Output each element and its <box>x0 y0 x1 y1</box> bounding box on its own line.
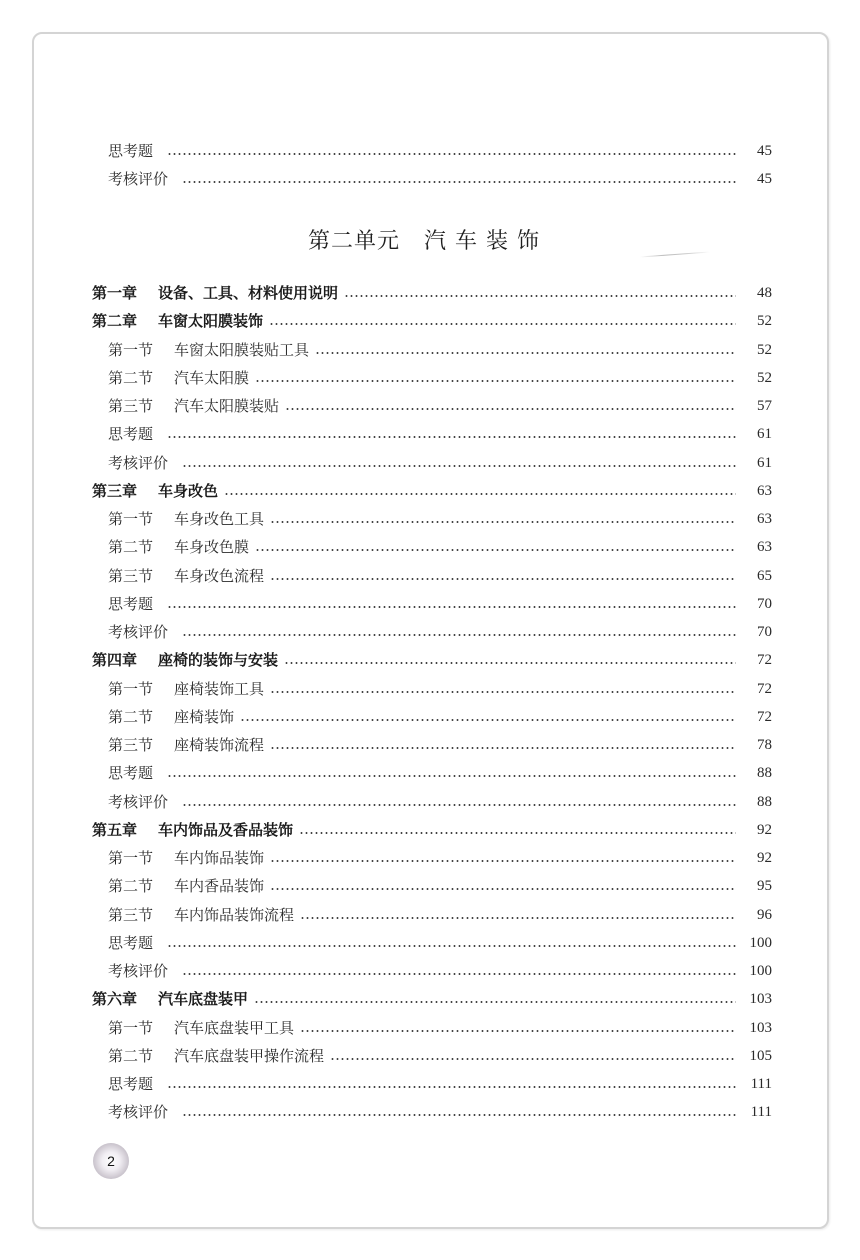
toc-entry-title <box>92 818 293 842</box>
toc-entry-title <box>108 620 168 644</box>
toc-entry-title <box>92 281 338 305</box>
dot-leader <box>224 493 736 495</box>
toc-entry-number: 第四章 <box>92 651 138 670</box>
toc-page-number: 61 <box>757 426 772 443</box>
toc-section-row[interactable] <box>0 1044 860 1068</box>
toc-page-number: 105 <box>749 1047 772 1064</box>
toc-entry-label: 考核评价 <box>108 962 169 980</box>
dot-leader <box>167 775 736 777</box>
dot-leader <box>315 352 736 354</box>
toc-entry-number: 第一节 <box>108 679 154 698</box>
dot-leader <box>182 465 736 467</box>
toc-entry-title <box>108 535 249 559</box>
dot-leader <box>284 662 736 664</box>
toc-entry-title <box>108 394 279 418</box>
toc-section-row[interactable] <box>0 903 860 927</box>
toc-entry-label: 座椅装饰工具 <box>174 679 265 698</box>
toc-entry-title <box>108 1044 324 1068</box>
toc-entry-number: 第二节 <box>108 877 154 896</box>
toc-entry-title <box>108 564 264 588</box>
toc-page-number: 88 <box>757 765 772 782</box>
toc-entry-label: 汽车太阳膜 <box>174 368 250 387</box>
toc-page-number: 111 <box>750 1104 772 1121</box>
toc-page-number: 48 <box>757 285 772 301</box>
toc-section-row[interactable] <box>0 394 860 418</box>
toc-entry-title <box>92 309 263 333</box>
unit-title: 第二单元 汽 车 装 饰 <box>308 229 540 254</box>
toc-item-row[interactable] <box>0 422 860 446</box>
dot-leader <box>270 578 736 580</box>
toc-entry-label: 思考题 <box>108 142 154 160</box>
toc-page-number: 100 <box>749 934 772 951</box>
dot-leader <box>330 1058 736 1060</box>
toc-item-row[interactable] <box>0 620 860 644</box>
toc-entry-label: 座椅的装饰与安装 <box>158 651 279 670</box>
dot-leader <box>167 1086 736 1088</box>
toc-entry-label: 汽车底盘装甲工具 <box>174 1018 295 1037</box>
toc-chapter-row[interactable] <box>0 479 860 503</box>
toc-entry-label: 汽车太阳膜装贴 <box>174 397 280 415</box>
toc-entry-number: 第二节 <box>108 1046 154 1065</box>
toc-entry-title <box>108 1100 168 1124</box>
toc-page-number: 103 <box>749 1019 772 1036</box>
toc-entry-label: 车身改色 <box>158 481 219 500</box>
toc-entry-label: 车身改色膜 <box>174 538 250 557</box>
toc-entry-label: 考核评价 <box>108 792 169 811</box>
toc-section-row[interactable] <box>0 677 860 701</box>
toc-entry-number: 第二节 <box>108 538 154 557</box>
toc-entry-title <box>92 987 248 1011</box>
toc-entry-title <box>108 705 234 729</box>
toc-item-row[interactable] <box>0 592 860 616</box>
dot-leader <box>167 436 736 438</box>
toc-entry-title <box>92 479 218 503</box>
toc-chapter-row[interactable] <box>0 648 860 672</box>
toc-entry-label: 思考题 <box>108 1075 154 1093</box>
toc-entry-title <box>108 507 264 531</box>
dot-leader <box>167 945 736 947</box>
toc-entry-title <box>108 422 153 446</box>
toc-entry-number: 第一节 <box>108 1018 154 1037</box>
toc-entry-label: 车内香品装饰 <box>174 877 265 896</box>
toc-page-number: 72 <box>757 652 772 669</box>
toc-entry-label: 汽车底盘装甲 <box>158 990 249 1009</box>
dot-leader <box>270 888 736 890</box>
dot-leader <box>254 1001 736 1003</box>
dot-leader <box>300 917 736 919</box>
toc-section-row[interactable] <box>0 705 860 729</box>
toc-page-number: 78 <box>757 737 772 753</box>
toc-page-number: 63 <box>757 511 772 527</box>
dot-leader <box>299 832 736 834</box>
toc-entry-number: 第二节 <box>108 368 154 387</box>
toc-chapter-row[interactable] <box>0 818 860 842</box>
dot-leader <box>270 691 736 693</box>
toc-chapter-row[interactable] <box>0 987 860 1011</box>
toc-entry-label: 座椅装饰流程 <box>174 736 265 754</box>
toc-section-row[interactable] <box>0 535 860 559</box>
toc-section-row[interactable] <box>0 366 860 390</box>
toc-entry-title <box>108 733 264 757</box>
toc-entry-title <box>92 648 278 672</box>
toc-page-number: 92 <box>757 850 772 866</box>
toc-section-row[interactable] <box>0 733 860 757</box>
toc-entry-label: 考核评价 <box>108 170 169 188</box>
toc-page-number: 45 <box>757 143 772 159</box>
toc-page-number: 57 <box>757 398 772 414</box>
toc-entry-title <box>108 451 168 475</box>
toc-entry-label: 车身改色工具 <box>174 510 265 528</box>
toc-entry-label: 思考题 <box>108 594 154 613</box>
toc-chapter-row[interactable] <box>0 309 860 333</box>
toc-item-row[interactable] <box>0 139 860 163</box>
toc-item-row[interactable] <box>0 959 860 983</box>
toc-entry-label: 车窗太阳膜装贴工具 <box>174 340 310 359</box>
toc-entry-label: 车窗太阳膜装饰 <box>158 312 264 331</box>
toc-entry-label: 考核评价 <box>108 453 169 472</box>
toc-section-row[interactable] <box>0 874 860 898</box>
dot-leader <box>167 606 736 608</box>
dot-leader <box>270 521 736 523</box>
toc-page-number: 70 <box>757 624 772 640</box>
toc-entry-number: 第五章 <box>92 820 138 839</box>
dot-leader <box>182 804 736 806</box>
toc-item-row[interactable] <box>0 167 860 191</box>
toc-page-number: 96 <box>757 906 772 923</box>
toc-entry-label: 车身改色流程 <box>174 566 265 585</box>
toc-entry-number: 第六章 <box>92 990 138 1009</box>
toc-section-row[interactable] <box>0 564 860 588</box>
toc-entry-title <box>108 931 153 955</box>
toc-chapter-row[interactable] <box>0 281 860 305</box>
toc-entry-number: 第三节 <box>108 566 154 585</box>
toc-entry-title <box>108 167 168 191</box>
dot-leader <box>182 181 736 183</box>
toc-entry-title <box>108 874 264 898</box>
toc-entry-number: 第二章 <box>92 312 138 331</box>
dot-leader <box>255 380 736 382</box>
toc-entry-number: 第一节 <box>108 849 154 867</box>
toc-page-number: 52 <box>757 313 772 330</box>
toc-page-number: 72 <box>757 680 772 697</box>
toc-item-row[interactable] <box>0 1072 860 1096</box>
toc-page-number: 111 <box>750 1076 772 1092</box>
toc-page-number: 103 <box>749 991 772 1008</box>
toc-entry-title <box>108 1016 294 1040</box>
toc-section-row[interactable] <box>0 338 860 362</box>
toc-entry-title <box>108 959 168 983</box>
toc-page-number: 88 <box>757 793 772 810</box>
toc-entry-title <box>108 790 168 814</box>
toc-entry-title <box>108 366 249 390</box>
toc-page-number: 92 <box>757 821 772 838</box>
toc-page-number: 95 <box>757 878 772 895</box>
dot-leader <box>269 323 736 325</box>
toc-entry-number: 第一节 <box>108 510 154 528</box>
toc-entry-label: 座椅装饰 <box>174 707 235 726</box>
toc-entry-label: 考核评价 <box>108 1103 169 1122</box>
toc-entry-label: 思考题 <box>108 933 154 952</box>
dot-leader <box>285 408 736 410</box>
toc-entry-label: 车内饰品装饰流程 <box>174 905 295 924</box>
dot-leader <box>182 634 736 636</box>
toc-entry-number: 第一节 <box>108 340 154 359</box>
toc-page-number: 52 <box>757 341 772 358</box>
toc-item-row[interactable] <box>0 790 860 814</box>
toc-entry-number: 第三节 <box>108 905 154 924</box>
toc-entry-number: 第三节 <box>108 736 154 754</box>
toc-page-number: 70 <box>757 595 772 612</box>
toc-section-row[interactable] <box>0 507 860 531</box>
toc-entry-number: 第二节 <box>108 707 154 726</box>
toc-entry-title <box>108 338 309 362</box>
toc-section-row[interactable] <box>0 1016 860 1040</box>
toc-item-row[interactable] <box>0 931 860 955</box>
dot-leader <box>270 860 736 862</box>
toc-page-number: 63 <box>757 482 772 499</box>
dot-leader <box>240 719 736 721</box>
toc-entry-title <box>108 761 153 785</box>
toc-page-number: 61 <box>757 454 772 471</box>
toc-item-row[interactable] <box>0 1100 860 1124</box>
toc-item-row[interactable] <box>0 451 860 475</box>
dot-leader <box>270 747 736 749</box>
toc-section-row[interactable] <box>0 846 860 870</box>
toc-entry-number: 第三章 <box>92 481 138 500</box>
toc-entry-label: 车内饰品装饰 <box>174 849 265 867</box>
toc-entry-label: 车内饰品及香品装饰 <box>158 820 294 839</box>
toc-page-number: 63 <box>757 539 772 556</box>
toc-entry-title <box>108 139 153 163</box>
toc-entry-number: 第一章 <box>92 284 138 302</box>
toc-page-number: 100 <box>749 963 772 979</box>
toc-entry-label: 汽车底盘装甲操作流程 <box>174 1046 325 1065</box>
dot-leader <box>182 973 736 975</box>
dot-leader <box>300 1030 736 1032</box>
toc-page-number: 45 <box>757 171 772 187</box>
toc-entry-label: 设备、工具、材料使用说明 <box>158 284 339 302</box>
toc-page-number: 65 <box>757 567 772 584</box>
toc-entry-number: 第三节 <box>108 397 154 415</box>
dot-leader <box>167 153 736 155</box>
toc-page-number: 52 <box>757 369 772 386</box>
toc-entry-label: 思考题 <box>108 764 154 783</box>
toc-entry-title <box>108 846 264 870</box>
dot-leader <box>255 549 736 551</box>
toc-entry-title <box>108 592 153 616</box>
dot-leader <box>182 1114 736 1116</box>
dot-leader <box>344 295 736 297</box>
toc-page-number: 72 <box>757 708 772 725</box>
toc-entry-title <box>108 903 294 927</box>
toc-item-row[interactable] <box>0 761 860 785</box>
toc-entry-title <box>108 677 264 701</box>
page-number-badge: 2 <box>93 1143 129 1179</box>
toc-entry-title <box>108 1072 153 1096</box>
toc-entry-label: 思考题 <box>108 425 154 444</box>
toc-entry-label: 考核评价 <box>108 623 169 641</box>
